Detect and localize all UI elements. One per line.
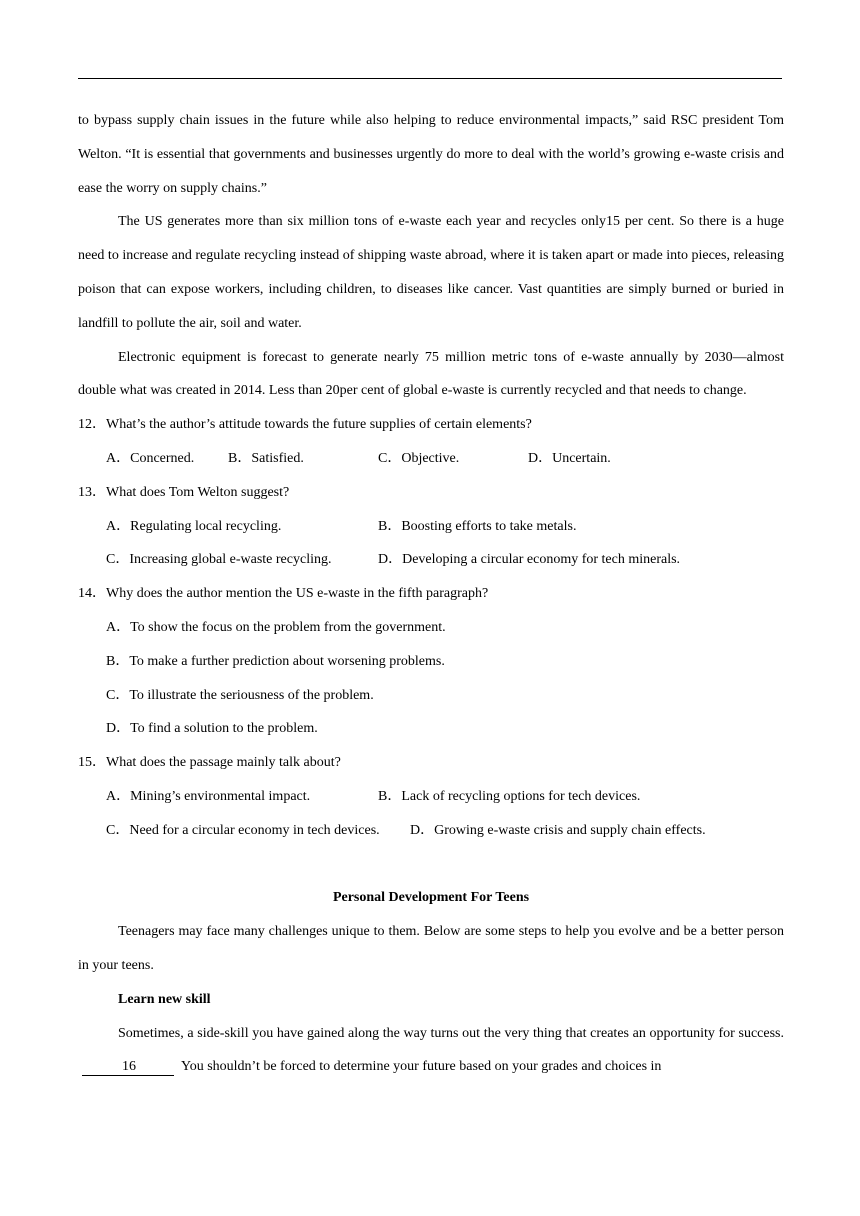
question-number: 14．	[78, 586, 106, 602]
options-row	[78, 780, 784, 814]
option-c[interactable]: C．Objective.	[378, 450, 460, 466]
page-content	[78, 104, 784, 1084]
options-row	[78, 442, 784, 476]
option-b[interactable]: B．Lack of recycling options for tech devices.	[378, 788, 641, 804]
passage-title: Personal Development For Teens	[332, 890, 530, 906]
question-stem: Why does the author mention the US e-waste in the fifth paragraph?	[106, 586, 489, 602]
option-a[interactable]: A．Concerned.	[106, 450, 195, 466]
blank-16[interactable]: 16	[82, 1060, 174, 1076]
question-13	[78, 476, 784, 510]
option-a[interactable]: A．To show the focus on the problem from the government.	[106, 619, 446, 635]
option-d[interactable]: D．Uncertain.	[528, 450, 611, 466]
question-stem: What does the passage mainly talk about?	[106, 755, 341, 771]
options-row	[78, 814, 784, 848]
option-d[interactable]: D．Developing a circular economy for tech minerals.	[378, 552, 681, 568]
option-c[interactable]: C．Increasing global e-waste recycling.	[106, 552, 332, 568]
option-a[interactable]: A．Mining’s environmental impact.	[106, 788, 311, 804]
options-row	[78, 543, 784, 577]
question-15	[78, 746, 784, 780]
option-b[interactable]: B．Satisfied.	[228, 450, 304, 466]
paragraph-text: Sometimes, a side-skill you have gained along the way turns out the very thing that creates an opportunity for success.	[118, 1025, 784, 1041]
question-number: 12．	[78, 417, 106, 433]
question-stem: What does Tom Welton suggest?	[106, 484, 290, 500]
section-subheading: Learn new skill	[118, 991, 211, 1007]
question-stem: What’s the author’s attitude towards the future supplies of certain elements?	[106, 417, 532, 433]
question-number: 15．	[78, 755, 106, 771]
option-d[interactable]: D．To find a solution to the problem.	[106, 721, 318, 737]
passage-paragraph: to bypass supply chain issues in the future while also helping to reduce environmental impacts,” said RSC president Tom Welton. “It is essential that governments and businesses urgently do more to deal with the world’s growing e-waste crisis and ease the worry on supply chains.”	[78, 113, 784, 196]
header-rule	[78, 78, 782, 79]
question-number: 13．	[78, 484, 106, 500]
question-12	[78, 408, 784, 442]
option-c[interactable]: C．Need for a circular economy in tech devices.	[106, 822, 380, 838]
passage-paragraph	[78, 1017, 784, 1085]
question-14	[78, 577, 784, 611]
option-d[interactable]: D．Growing e-waste crisis and supply chain effects.	[410, 822, 706, 838]
option-c[interactable]: C．To illustrate the seriousness of the problem.	[106, 687, 374, 703]
options-row	[78, 510, 784, 544]
passage-intro: Teenagers may face many challenges unique to them. Below are some steps to help you evolve and be a better person in your teens.	[78, 924, 784, 973]
option-b[interactable]: B．Boosting efforts to take metals.	[378, 518, 577, 534]
passage-paragraph: Electronic equipment is forecast to generate nearly 75 million metric tons of e-waste annually by 2030—almost double what was created in 2014. Less than 20per cent of global e-waste is currently recycled and that needs to change.	[78, 349, 784, 399]
option-a[interactable]: A．Regulating local recycling.	[106, 518, 282, 534]
paragraph-text: You shouldn’t be forced to determine your future based on your grades and choices in	[180, 1059, 662, 1075]
option-b[interactable]: B．To make a further prediction about worsening problems.	[106, 653, 445, 669]
passage-paragraph: The US generates more than six million tons of e-waste each year and recycles only15 per cent. So there is a huge need to increase and regulate recycling instead of shipping waste abroad, where it is taken apart or made into pieces, releasing poison that can expose workers, including children, to diseases like cancer. Vast quantities are simply burned or buried in landfill to pollute the air, soil and water.	[78, 214, 784, 331]
